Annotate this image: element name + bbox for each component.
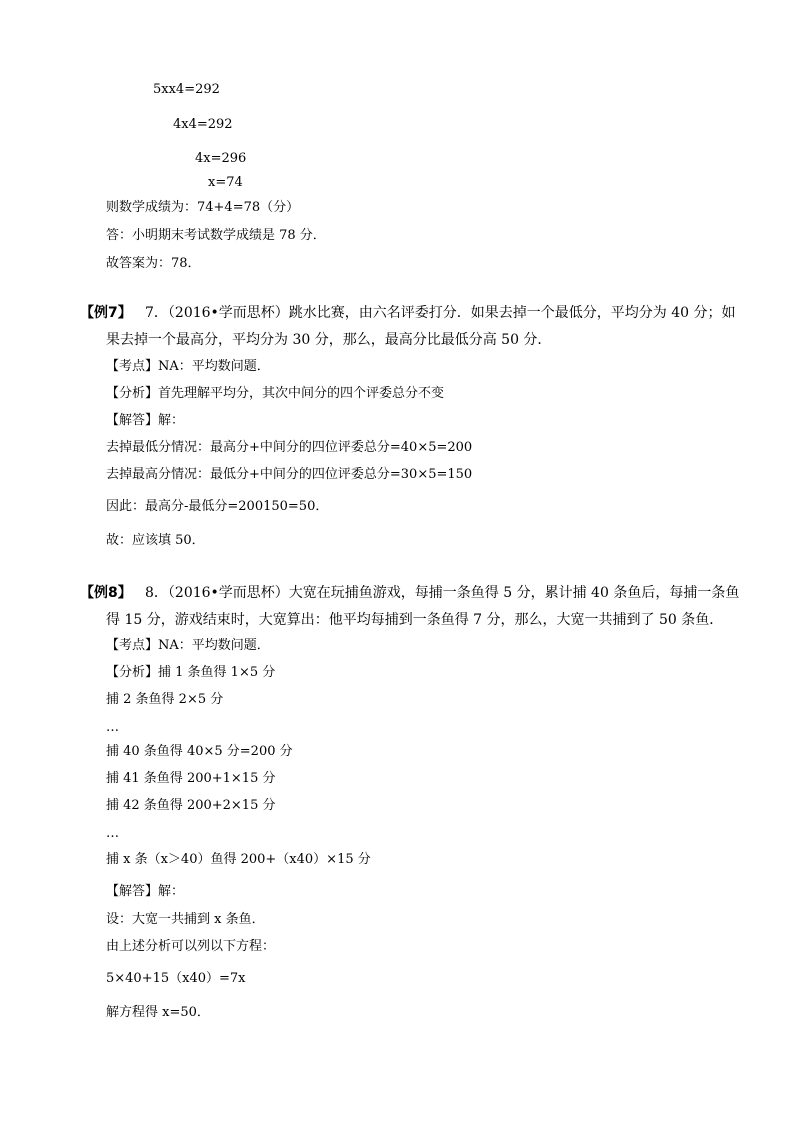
example-7-final-answer: 故：应该填 50．: [106, 533, 205, 548]
example-7-knowledge-point: 【考点】NA：平均数问题．: [106, 359, 270, 374]
example-7-solution-line: 去掉最低分情况：最高分+中间分的四位评委总分=40×5=200: [106, 440, 473, 455]
answer-line: 答：小明期末考试数学成绩是 78 分．: [106, 228, 326, 243]
example-8-knowledge-point: 【考点】NA：平均数问题．: [106, 638, 270, 653]
equation-line: 4x=296: [195, 151, 247, 166]
example-8-analysis-line: 捕 2 条鱼得 2×5 分: [106, 692, 224, 707]
example-8-analysis-line: 捕 42 条鱼得 200+2×15 分: [106, 798, 276, 813]
example-7-question-line-2: 果去掉一个最高分，平均分为 30 分，那么，最高分比最低分高 50 分．: [106, 332, 552, 348]
example-8-analysis-line: 捕 40 条鱼得 40×5 分=200 分: [106, 744, 293, 759]
example-8-equation: 5×40+15（x40）=7x: [106, 971, 246, 986]
example-8-ellipsis: …: [106, 826, 119, 841]
example-7-solution-line: 因此：最高分-最低分=200150=50．: [106, 499, 329, 514]
example-8-tag: 【例8】: [80, 585, 132, 601]
example-8-question-line-1: 8．（2016•学而思杯）大宽在玩捕鱼游戏，每捕一条鱼得 5 分，累计捕 40 条鱼后，每捕一条鱼: [145, 585, 740, 601]
equation-line: x=74: [208, 175, 243, 190]
example-8-question-line-2: 得 15 分，游戏结束时，大宽算出：他平均每捕到一条鱼得 7 分，那么，大宽一共捕到了 50 条鱼．: [106, 612, 724, 628]
example-8-ellipsis: …: [106, 720, 119, 735]
example-8-analysis: 【分析】捕 1 条鱼得 1×5 分: [106, 665, 276, 680]
example-8-final-answer: 解方程得 x=50．: [106, 1005, 210, 1020]
example-7-answer-heading: 【解答】解：: [106, 413, 185, 428]
example-7-tag: 【例7】: [80, 305, 132, 321]
example-7-question-line-1: 7．（2016•学而思杯）跳水比赛，由六名评委打分．如果去掉一个最低分，平均分为 40 分；如: [145, 305, 736, 321]
equation-line: 5xx4=292: [153, 82, 220, 97]
example-8-analysis-line: 捕 x 条（x＞40）鱼得 200+（x40）×15 分: [106, 852, 371, 867]
solution-line: 则数学成绩为：74+4=78（分）: [106, 200, 300, 215]
example-8-solution-line: 设：大宽一共捕到 x 条鱼．: [106, 912, 265, 927]
final-answer-line: 故答案为：78．: [106, 256, 201, 271]
equation-line: 4x4=292: [173, 117, 233, 132]
example-8-solution-line: 由上述分析可以列以下方程：: [106, 939, 276, 954]
example-8-analysis-line: 捕 41 条鱼得 200+1×15 分: [106, 771, 276, 786]
example-7-solution-line: 去掉最高分情况：最低分+中间分的四位评委总分=30×5=150: [106, 467, 473, 482]
example-8-answer-heading: 【解答】解：: [106, 884, 185, 899]
example-7-analysis: 【分析】首先理解平均分，其次中间分的四个评委总分不变: [106, 386, 445, 401]
